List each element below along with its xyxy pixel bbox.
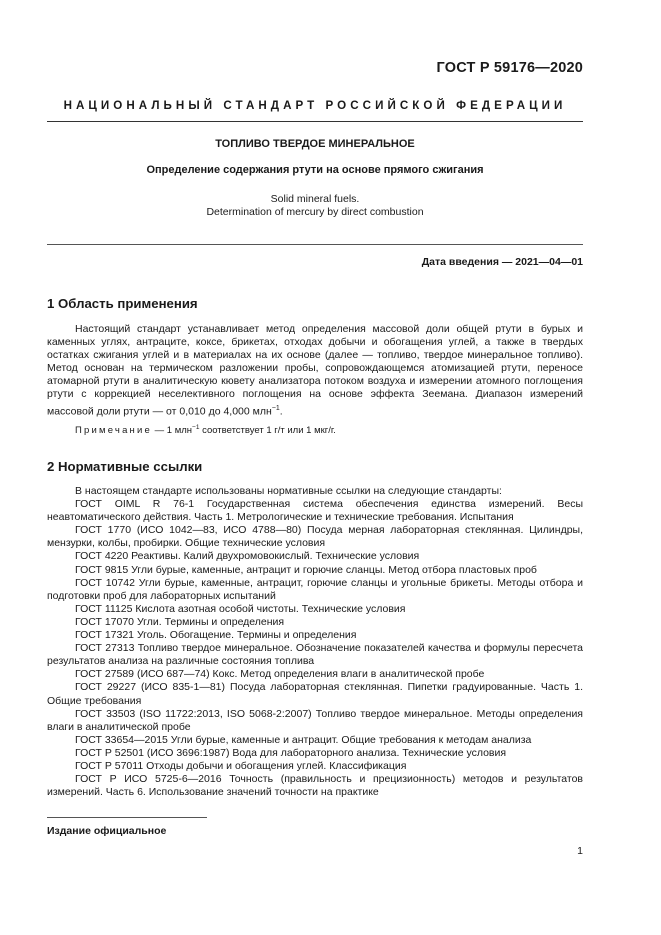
section-2-intro: В настоящем стандарте использованы нормативные ссылки на следующие стандарты: (75, 485, 502, 497)
reference-item: ГОСТ 33654—2015 Угли бурые, каменные и антрацит. Общие требования к методам анализа (75, 733, 532, 746)
section-scope (47, 296, 583, 437)
section-1-heading: 1 Область применения (47, 296, 198, 311)
official-edition-label: Издание официальное (47, 825, 167, 837)
national-standard-heading: НАЦИОНАЛЬНЫЙ СТАНДАРТ РОССИЙСКОЙ ФЕДЕРАЦИИ (63, 99, 567, 112)
document-title: ТОПЛИВО ТВЕРДОЕ МИНЕРАЛЬНОЕ (215, 138, 415, 150)
document-number: ГОСТ Р 59176—2020 (436, 60, 583, 76)
reference-item: ГОСТ 9815 Угли бурые, каменные, антрацит и горючие сланцы. Метод отбора пластовых проб (75, 563, 537, 576)
english-title-line-1: Solid mineral fuels. (270, 193, 360, 205)
reference-item: ГОСТ Р ИСО 5725-6—2016 Точность (правильность и прецизионность) методов и результатов измерений. Часть 6. Использование значений точности на практике (47, 773, 583, 799)
note-label: Примечание (75, 425, 152, 437)
reference-item: ГОСТ 29227 (ИСО 835-1—81) Посуда лабораторная стеклянная. Пипетки градуированные. Часть 1. Общие требования (47, 681, 583, 707)
reference-item: ГОСТ 27313 Топливо твердое минеральное. Обозначение показателей качества и формулы пересчета результатов анализа на различные состояния топлива (47, 642, 583, 668)
reference-item: ГОСТ 27589 (ИСО 687—74) Кокс. Метод определения влаги в аналитической пробе (75, 668, 485, 681)
document-subtitle: Определение содержания ртути на основе прямого сжигания (146, 164, 484, 176)
footer-divider (47, 817, 207, 818)
reference-item: ГОСТ 17070 Угли. Термины и определения (75, 615, 285, 628)
reference-item: ГОСТ OIML R 76-1 Государственная система обеспечения единства измерений. Весы неавтоматического действия. Часть 1. Метрологические и технические требования. Испытания (47, 498, 583, 524)
header-divider (47, 121, 583, 122)
reference-item: ГОСТ 10742 Угли бурые, каменные, антрацит, горючие сланцы и угольные брикеты. Методы отбора и подготовки проб для лабораторных испытаний (47, 576, 583, 602)
reference-item: ГОСТ 11125 Кислота азотная особой чистоты. Технические условия (75, 602, 406, 615)
reference-item: ГОСТ Р 52501 (ИСО 3696:1987) Вода для лабораторного анализа. Технические условия (75, 746, 507, 759)
english-title-line-2: Determination of mercury by direct combustion (206, 206, 424, 218)
reference-item: ГОСТ 33503 (ISO 11722:2013, ISO 5068-2:2007) Топливо твердое минеральное. Методы определения влаги в аналитической пробе (47, 707, 583, 733)
reference-item: ГОСТ 1770 (ИСО 1042—83, ИСО 4788—80) Посуда мерная лабораторная стеклянная. Цилиндры, мензурки, колбы, пробирки. Общие технические условия (47, 524, 583, 550)
reference-item: ГОСТ 17321 Уголь. Обогащение. Термины и определения (75, 629, 357, 642)
reference-item: ГОСТ Р 57011 Отходы добычи и обогащения углей. Классификация (75, 759, 407, 772)
section-1-note: Примечание — 1 млн$^{-1}$ соответствует 1 г/т или 1 мкг/г. (75, 424, 336, 437)
reference-item: ГОСТ 4220 Реактивы. Калий двухромовокислый. Технические условия (75, 550, 420, 563)
title-divider (47, 244, 583, 245)
section-2-heading: 2 Нормативные ссылки (47, 459, 203, 474)
introduction-date: Дата введения — 2021—04—01 (421, 256, 583, 268)
section-1-paragraph: Настоящий стандарт устанавливает метод определения массовой доли общей ртути в бурых и каменных углях, антраците, коксе, брикетах, отходах добычи и обогащения углей, а также в твердых остатках сжигания углей и в материалах на их основе (далее — топливо, твердое минеральное топливо). Метод основан на термическом разложении пробы, сопровождающемся атомизацией ртути, переносе атомарной ртути в аналитическую кювету анализатора потоком воздуха и измерении атомного поглощения ртути с коррекцией неселективного поглощения на основе эффекта Зеемана. Диапазон измерений массовой доли ртути — от 0,010 до 4,000 млн$^{-1}$. (47, 323, 583, 418)
page-number: 1 (577, 845, 583, 857)
english-title (47, 193, 583, 219)
section-normative-references (47, 459, 583, 799)
